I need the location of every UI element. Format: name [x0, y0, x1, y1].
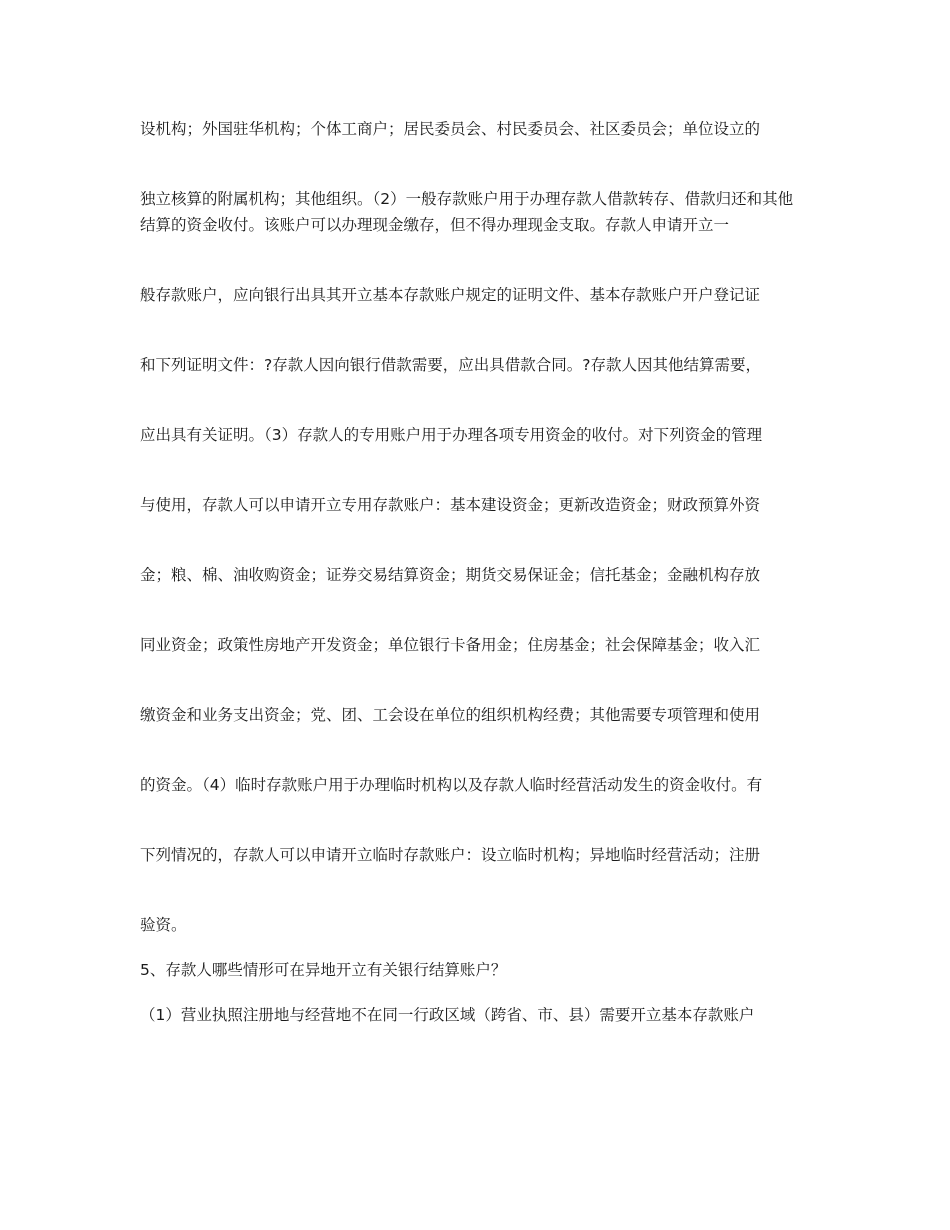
- section-heading: 5、存款人哪些情形可在异地开立有关银行结算账户？: [140, 961, 507, 979]
- paragraph-4: 和下列证明文件：?存款人因向银行借款需要，应出具借款合同。?存款人因其他结算需要，: [140, 356, 761, 374]
- paragraph-6: 与使用，存款人可以申请开立专用存款账户：基本建设资金；更新改造资金；财政预算外资: [140, 496, 761, 514]
- paragraph-3: 般存款账户，应向银行出具其开立基本存款账户规定的证明文件、基本存款账户开户登记证: [140, 286, 761, 304]
- paragraph-7: 金；粮、棉、油收购资金；证券交易结算资金；期货交易保证金；信托基金；金融机构存放: [140, 566, 761, 584]
- paragraph-5: 应出具有关证明。（3）存款人的专用账户用于办理各项专用资金的收付。对下列资金的管理: [140, 426, 763, 444]
- paragraph-1: 设机构；外国驻华机构；个体工商户；居民委员会、村民委员会、社区委员会；单位设立的: [140, 120, 761, 138]
- paragraph-13: （1）营业执照注册地与经营地不在同一行政区域（跨省、市、县）需要开立基本存款账户: [140, 1006, 755, 1024]
- paragraph-12: 验资。: [140, 916, 187, 934]
- paragraph-11: 下列情况的，存款人可以申请开立临时存款账户：设立临时机构；异地临时经营活动；注册: [140, 846, 761, 864]
- paragraph-10: 的资金。（4）临时存款账户用于办理临时机构以及存款人临时经营活动发生的资金收付。有: [140, 776, 763, 794]
- paragraph-9: 缴资金和业务支出资金；党、团、工会设在单位的组织机构经费；其他需要专项管理和使用: [140, 706, 761, 724]
- paragraph-2: 独立核算的附属机构；其他组织。（2）一般存款账户用于办理存款人借款转存、借款归还和其他结算的资金收付。该账户可以办理现金缴存，但不得办理现金支取。存款人申请开立一: [140, 190, 794, 234]
- paragraph-8: 同业资金；政策性房地产开发资金；单位银行卡备用金；住房基金；社会保障基金；收入汇: [140, 636, 761, 654]
